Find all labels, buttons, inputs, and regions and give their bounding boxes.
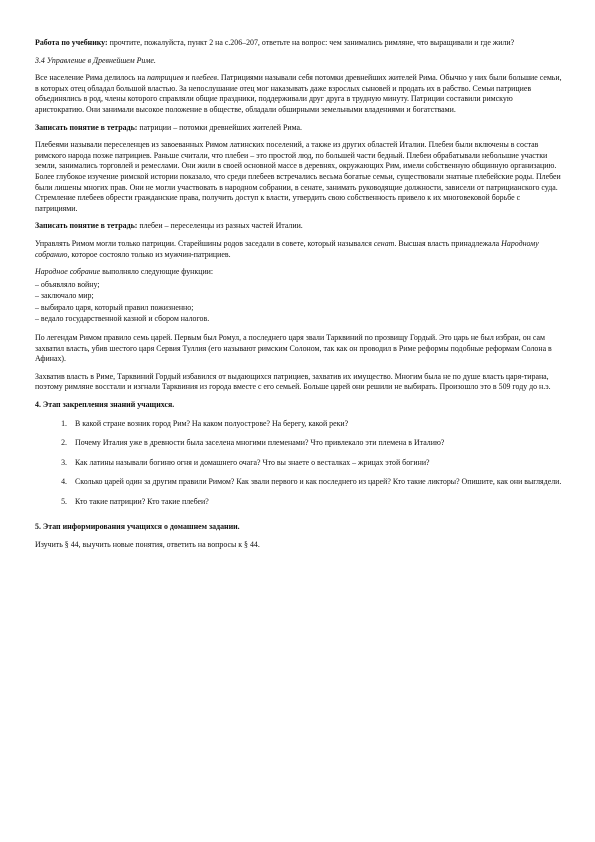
note-patricians xyxy=(35,123,563,134)
textbook-task-label: Работа по учебнику: xyxy=(35,38,108,47)
list-item: – ведало государственной казной и сбором налогов. xyxy=(35,314,210,324)
questions-list xyxy=(35,419,563,508)
term-patricians: патрициев xyxy=(147,73,184,83)
note-text: патриции – потомки древнейших жителей Рима. xyxy=(137,122,303,132)
list-item: – объявляло войну; xyxy=(35,279,100,289)
textbook-task-text: прочтите, пожалуйста, пункт 2 на с.206–207, ответьте на вопрос: чем занимались римляне, что выращивали и где жили? xyxy=(107,38,515,47)
text-span: . Высшая власть принадлежала xyxy=(394,238,502,248)
textbook-task xyxy=(35,38,563,49)
note-label: Записать понятие в тетрадь: xyxy=(35,122,138,132)
functions-list xyxy=(35,280,563,325)
paragraph-tarquin: Захватив власть в Риме, Тарквиний Гордый избавился от выдающихся патрициев, захватив их имущество. Многим была не по душе власть царя-тирана, поэтому римляне восстали и изгнали Тарквиния из города вместе с его семьей. Больше царей они решили не выбирать. Произошло это в 509 году до н.э. xyxy=(35,371,551,392)
text-span: и xyxy=(183,73,192,83)
text-span: Управлять Римом могли только патриции. Старейшины родов заседали в совете, который назывался xyxy=(35,238,374,248)
note-plebeians xyxy=(35,221,563,232)
list-item: 5. Кто такие патриции? Кто такие плебеи? xyxy=(69,497,563,508)
heading-stage-5: 5. Этап информирования учащихся о домашнем задании. xyxy=(35,521,240,531)
paragraph-population xyxy=(35,73,563,115)
term-plebeians: плебеев xyxy=(191,73,217,83)
term-assembly: Народному собранию, xyxy=(35,238,539,259)
text-span: выполняло следующие функции: xyxy=(100,267,214,277)
list-item: 3. Как латины называли богиню огня и домашнего очага? Что вы знаете о весталках – жрицах этой богини? xyxy=(69,458,563,469)
term-senate: сенат xyxy=(373,238,395,248)
document-content xyxy=(35,38,563,558)
list-item: – заключало мир; xyxy=(35,291,94,301)
section-title xyxy=(35,56,563,67)
note-label: Записать понятие в тетрадь: xyxy=(35,221,138,231)
heading-stage-4: 4. Этап закрепления знаний учащихся. xyxy=(35,400,175,410)
text-span: . Патрициями называли себя потомки древнейших жителей Рима. Обычно у них были большие семьи, в которых отец обладал большой властью. За непослушание отец мог наказывать даже взрослых сыновей и продать их в рабство. Семьи патрициев объединялись в род, члены которого справляли общие праздники, поддерживали друг друга в трудную минуту. Патриции составили римскую аристократию. Они занимали высокое положение в обществе, обладали обширными земельными владениями и богатствами. xyxy=(35,73,562,114)
homework-text: Изучить § 44, выучить новые понятия, ответить на вопросы к § 44. xyxy=(35,540,260,550)
section-title-text: 3.4 Управление в Древнейшем Риме. xyxy=(35,55,156,65)
paragraph-kings: По легендам Римом правило семь царей. Первым был Ромул, а последнего царя звали Тарквиний по прозвищу Гордый. Это царь не был избран, он сам захватил власть, убив шестого царя Сервия Туллия (его называют римским Солоном, так как он проводил в Риме реформы подобные реформам Солона в Афинах). xyxy=(35,333,552,364)
text-span: Все население Рима делилось на xyxy=(35,73,148,83)
list-item: 2. Почему Италия уже в древности была заселена многими племенами? Что привлекало эти племена в Италию? xyxy=(69,438,563,449)
paragraph-plebeians: Плебеями называли переселенцев из завоеванных Римом латинских поселений, а также из других областей Италии. Плебеи были включены в состав римского народа позже патрициев. Раньше считали, что плебеи – это простой люд, по большей части бедный. Плебеи обрабатывали небольшие участки земли, занимались торговлей и ремеслами. Они жили в своей основной массе в деревнях, окружающих Рим, имели собственную общинную организацию. Более глубокое изучение римской истории показало, что среди плебеев встречались весьма богатые семьи, существовали знатные плебейские роды. Плебеи были лишены многих прав. Они не могли участвовать в народном собрании, в сенате, занимать руководящие должности, зависели от патрицианского суда. Стремление плебеев обрести гражданские права, получить доступ к власти, утвердить свою собственность привело к их многовековой борьбе с патрициями. xyxy=(35,140,561,213)
paragraph-assembly-intro xyxy=(35,267,563,278)
term-assembly: Народное собрание xyxy=(35,267,101,277)
list-item: 4. Сколько царей один за другим правили Римом? Как звали первого и как последнего из царей? Кто такие ликторы? Опишите, как они выглядели. xyxy=(69,477,563,488)
note-text: плебеи – переселенцы из разных частей Италии. xyxy=(137,221,303,231)
paragraph-government xyxy=(35,239,563,260)
list-item: 1. В какой стране возник город Рим? На каком полуострове? На берегу, какой реки? xyxy=(69,419,563,430)
text-span: которое состояло только из мужчин-патрициев. xyxy=(69,249,231,259)
list-item: – выбирало царя, который правил пожизненно; xyxy=(35,302,194,312)
